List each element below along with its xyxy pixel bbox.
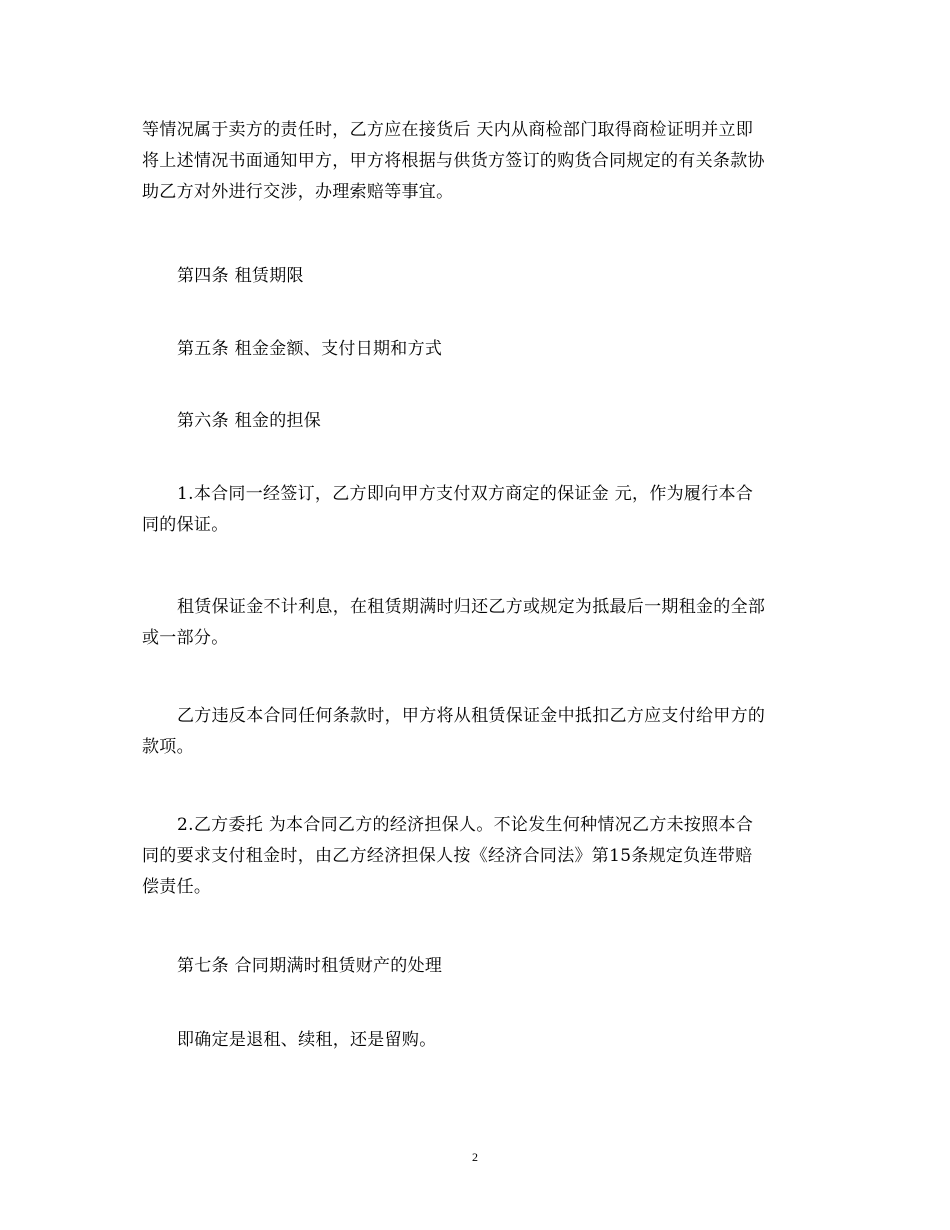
paragraph-deposit (142, 479, 822, 541)
text-line: 将上述情况书面通知甲方，甲方将根据与供货方签订的购货合同规定的有关条款协 (142, 151, 765, 171)
text-line: 第六条 租金的担保 (177, 411, 322, 431)
text-line: 款项。 (142, 737, 194, 757)
text-line: 等情况属于卖方的责任时，乙方应在接货后 天内从商检部门取得商检证明并立即 (142, 120, 754, 140)
text-line: 第七条 合同期满时租赁财产的处理 (177, 956, 443, 976)
text-line: 或一部分。 (142, 628, 229, 648)
text-line: 第四条 租赁期限 (177, 266, 304, 286)
text-line: 同的保证。 (142, 515, 229, 535)
paragraph-expiry-options (177, 1025, 857, 1056)
paragraph-guarantor (142, 810, 822, 903)
text-line: 乙方违反本合同任何条款时，甲方将从租赁保证金中抵扣乙方应支付给甲方的 (177, 706, 766, 726)
article-heading-6 (177, 406, 857, 437)
article-heading-7 (177, 951, 857, 982)
text-line: 1.本合同一经签订，乙方即向甲方支付双方商定的保证金 元，作为履行本合 (177, 484, 754, 504)
text-line: 租赁保证金不计利息，在租赁期满时归还乙方或规定为抵最后一期租金的全部 (177, 597, 766, 617)
text-line: 助乙方对外进行交涉，办理索赔等事宜。 (142, 182, 454, 202)
text-line: 偿责任。 (142, 877, 212, 897)
text-line: 同的要求支付租金时，由乙方经济担保人按《经济合同法》第15条规定负连带赔 (142, 846, 753, 866)
text-line: 2.乙方委托 为本合同乙方的经济担保人。不论发生何种情况乙方未按照本合 (177, 815, 754, 835)
paragraph-continuation (142, 115, 822, 208)
text-line: 第五条 租金金额、支付日期和方式 (177, 339, 443, 359)
paragraph-breach-deduction (142, 701, 822, 763)
paragraph-deposit-interest (142, 592, 822, 654)
text-line: 即确定是退租、续租，还是留购。 (177, 1030, 437, 1050)
article-heading-5 (177, 334, 857, 365)
page-number: 2 (472, 1150, 478, 1164)
article-heading-4 (177, 261, 857, 292)
